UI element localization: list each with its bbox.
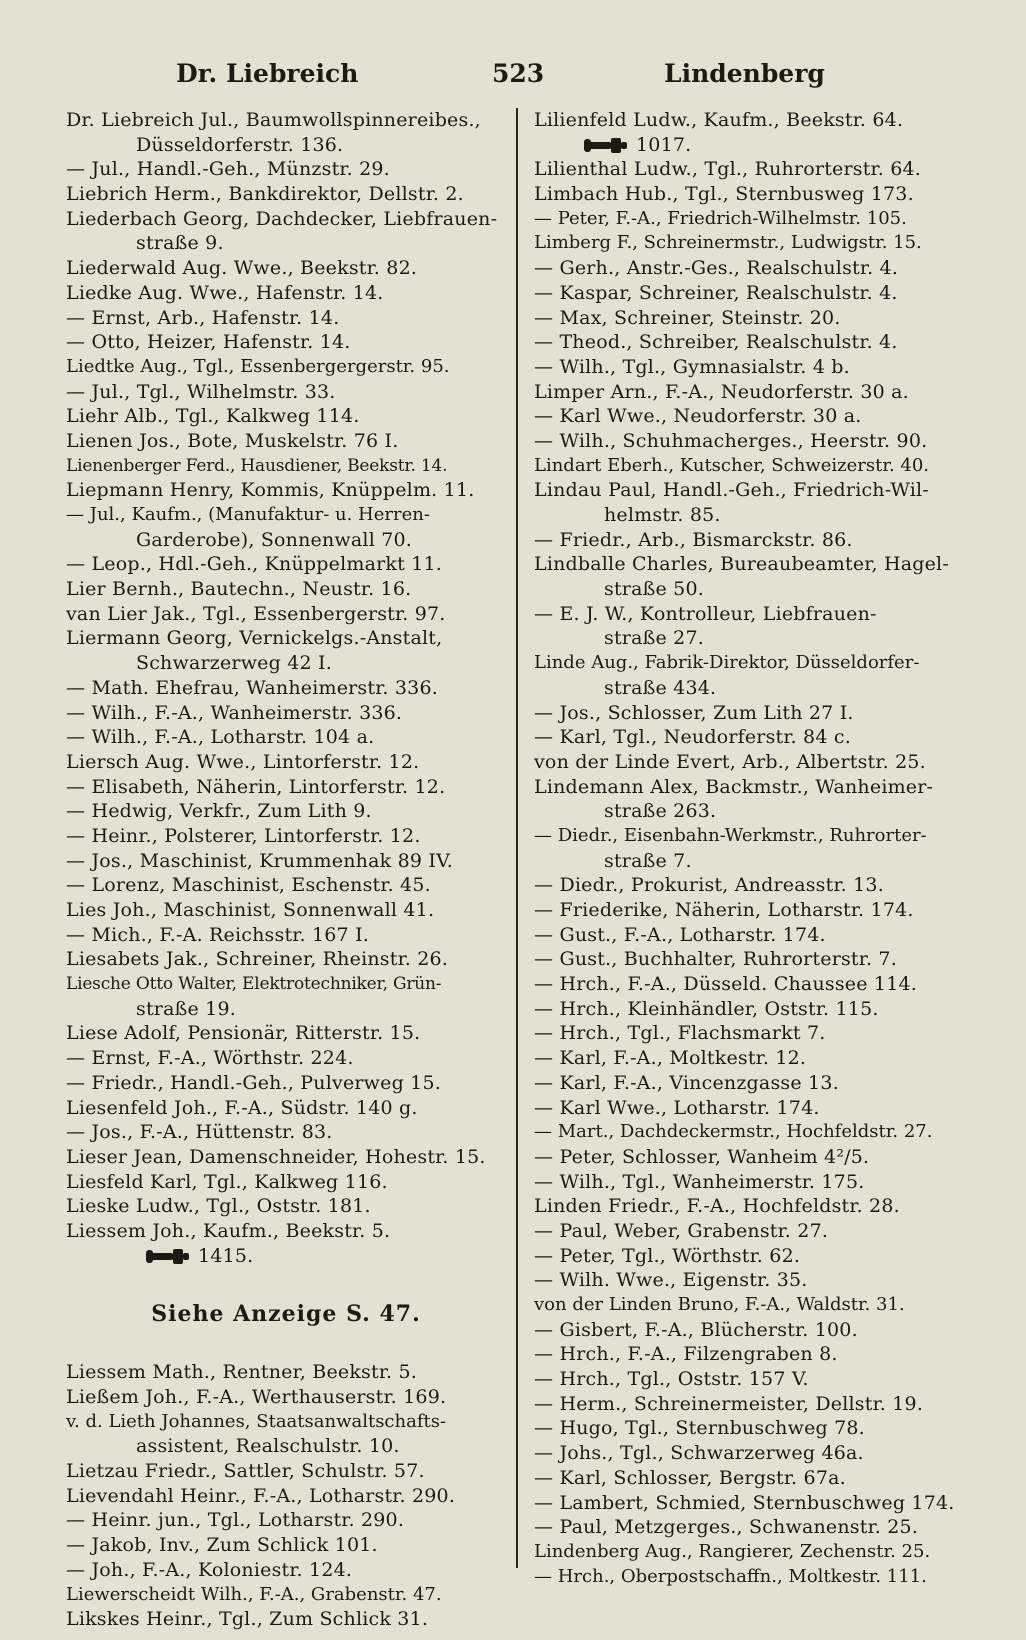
entry-line: — Peter, F.-A., Friedrich-Wilhelmstr. 105. <box>534 207 907 229</box>
entry-line: Liepmann Henry, Kommis, Knüppelm. 11. <box>66 479 475 502</box>
column-divider <box>516 108 518 1568</box>
entry-line: — Math. Ehefrau, Wanheimerstr. 336. <box>66 676 438 699</box>
entry-line: Liesche Otto Walter, Elektrotechniker, Grün- <box>66 974 442 995</box>
entry-line: — Wilh., Schuhmacherges., Heerstr. 90. <box>534 429 928 452</box>
entry-line: — Kaspar, Schreiner, Realschulstr. 4. <box>534 281 898 304</box>
entry-line: Limper Arn., F.-A., Neudorferstr. 30 a. <box>534 380 909 403</box>
entry-line: Lieske Ludw., Tgl., Oststr. 181. <box>66 1195 371 1218</box>
entry-line: — Gust., F.-A., Lotharstr. 174. <box>534 923 826 946</box>
entry-line: Lier Bernh., Bautechn., Neustr. 16. <box>66 578 412 601</box>
entry-line: — Hedwig, Verkfr., Zum Lith 9. <box>66 800 372 823</box>
entry-line: — Peter, Tgl., Wörthstr. 62. <box>534 1244 801 1267</box>
entry-line: — Gisbert, F.-A., Blücherstr. 100. <box>534 1318 858 1341</box>
entry-line: Lindemann Alex, Backmstr., Wanheimer- <box>534 775 934 798</box>
entry-line: helmstr. 85. <box>604 504 721 526</box>
entry-line: — Jos., F.-A., Hüttenstr. 83. <box>66 1121 333 1144</box>
entry-line: straße 50. <box>604 578 704 601</box>
entry-line: von der Linde Evert, Arb., Albertstr. 25. <box>534 750 926 773</box>
entry-line: — Karl, F.-A., Moltkestr. 12. <box>534 1047 807 1070</box>
entry-line: Liesabets Jak., Schreiner, Rheinstr. 26. <box>66 948 449 971</box>
entry-line: Lindart Eberh., Kutscher, Schweizerstr. 40. <box>534 454 930 476</box>
entry-line: — Karl Wwe., Lotharstr. 174. <box>534 1096 820 1119</box>
entry-line: assistent, Realschulstr. 10. <box>136 1435 400 1458</box>
entry-line: — Mich., F.-A. Reichsstr. 167 I. <box>66 923 370 946</box>
entry-line: Liebrich Herm., Bankdirektor, Dellstr. 2. <box>66 183 464 206</box>
telephone-icon <box>146 1247 190 1265</box>
entry-line: — Heinr., Polsterer, Lintorferstr. 12. <box>66 824 421 847</box>
entry-line: straße 263. <box>604 800 717 823</box>
entry-line: — Hugo, Tgl., Sternbuschweg 78. <box>534 1417 865 1440</box>
entry-line: — Hrch., Oberpostschaffn., Moltkestr. 111. <box>534 1565 927 1587</box>
entry-line: — Otto, Heizer, Hafenstr. 14. <box>66 331 351 354</box>
advertisement-notice: Siehe Anzeige S. 47. <box>151 1301 421 1328</box>
entry-line: straße 434. <box>604 676 717 699</box>
entry-line: Liederbach Georg, Dachdecker, Liebfrauen- <box>66 207 498 230</box>
left-column <box>66 108 506 1632</box>
entry-line: — Diedr., Eisenbahn-Werkmstr., Ruhrorter- <box>534 824 927 846</box>
entry-line: straße 27. <box>604 627 704 650</box>
phone-number: 1017. <box>636 133 692 156</box>
entry-line: Liederwald Aug. Wwe., Beekstr. 82. <box>66 257 418 280</box>
entry-line: Liessem Math., Rentner, Beekstr. 5. <box>66 1361 418 1384</box>
entry-line: — Jul., Handl.-Geh., Münzstr. 29. <box>66 158 390 181</box>
entry-line: v. d. Lieth Johannes, Staatsanwaltschafts- <box>66 1410 447 1432</box>
phone-number: 1415. <box>198 1244 254 1267</box>
entry-line: Liermann Georg, Vernickelgs.-Anstalt, <box>66 627 443 650</box>
entry-line: — Diedr., Prokurist, Andreasstr. 13. <box>534 874 884 897</box>
entry-line: Dr. Liebreich Jul., Baumwollspinnereibes., <box>66 109 481 131</box>
entry-line: Liesfeld Karl, Tgl., Kalkweg 116. <box>66 1170 388 1193</box>
entry-line: Liedtke Aug., Tgl., Essenbergergerstr. 95. <box>66 355 450 377</box>
entry-line: Lievendahl Heinr., F.-A., Lotharstr. 290. <box>66 1484 456 1507</box>
entry-line: — Jos., Schlosser, Zum Lith 27 I. <box>534 701 854 724</box>
entry-line: — Ernst, Arb., Hafenstr. 14. <box>66 306 340 329</box>
phone-line <box>534 133 970 158</box>
entry-line: — Jakob, Inv., Zum Schlick 101. <box>66 1534 378 1557</box>
entry-line: — Leop., Hdl.-Geh., Knüppelmarkt 11. <box>66 553 443 576</box>
entry-line: — Karl, Tgl., Neudorferstr. 84 c. <box>534 726 851 749</box>
entry-line: — Wilh. Wwe., Eigenstr. 35. <box>534 1269 808 1292</box>
entry-line: — Mart., Dachdeckermstr., Hochfeldstr. 27. <box>534 1121 933 1143</box>
running-head-right: Lindenberg <box>664 59 825 88</box>
entry-line: Liersch Aug. Wwe., Lintorferstr. 12. <box>66 750 420 773</box>
entry-line: — Hrch., Kleinhändler, Oststr. 115. <box>534 997 879 1020</box>
entry-line: — Theod., Schreiber, Realschulstr. 4. <box>534 331 898 354</box>
right-column <box>534 108 970 1589</box>
entry-line: — Joh., F.-A., Koloniestr. 124. <box>66 1558 353 1581</box>
entry-line: von der Linden Bruno, F.-A., Waldstr. 31. <box>534 1294 905 1315</box>
entry-line: — Paul, Metzgerges., Schwanenstr. 25. <box>534 1516 919 1539</box>
entry-line: — Hrch., Tgl., Oststr. 157 V. <box>534 1368 809 1391</box>
entry-line: — Jul., Tgl., Wilhelmstr. 33. <box>66 380 336 403</box>
entry-line: Limbach Hub., Tgl., Sternbusweg 173. <box>534 183 914 206</box>
entry-line: Lilienfeld Ludw., Kaufm., Beekstr. 64. <box>534 109 904 131</box>
entry-line: — Hrch., F.-A., Düsseld. Chaussee 114. <box>534 973 918 996</box>
entry-line: — Elisabeth, Näherin, Lintorferstr. 12. <box>66 775 446 798</box>
entry-line: Linde Aug., Fabrik-Direktor, Düsseldorfer- <box>534 652 920 674</box>
entry-line: — Karl, Schlosser, Bergstr. 67a. <box>534 1466 846 1489</box>
entry-line: Lienen Jos., Bote, Muskelstr. 76 I. <box>66 429 399 452</box>
entry-line: — Friedr., Arb., Bismarckstr. 86. <box>534 528 853 551</box>
entry-line: Lilienthal Ludw., Tgl., Ruhrorterstr. 64. <box>534 158 922 181</box>
entry-line: Lieser Jean, Damenschneider, Hohestr. 15. <box>66 1145 486 1168</box>
entry-line: — Heinr. jun., Tgl., Lotharstr. 290. <box>66 1509 405 1532</box>
entry-line: — Hrch., Tgl., Flachsmarkt 7. <box>534 1022 826 1045</box>
entry-line: Düsseldorferstr. 136. <box>136 133 344 156</box>
entry-line: straße 7. <box>604 849 692 872</box>
entry-line: — Hrch., F.-A., Filzengraben 8. <box>534 1343 838 1366</box>
entry-line: Liehr Alb., Tgl., Kalkweg 114. <box>66 405 360 428</box>
entry-line: — Wilh., Tgl., Wanheimerstr. 175. <box>534 1170 865 1193</box>
entry-line: Liessem Joh., Kaufm., Beekstr. 5. <box>66 1219 391 1242</box>
entry-line: — Karl, F.-A., Vincenzgasse 13. <box>534 1071 839 1094</box>
entry-line: Lietzau Friedr., Sattler, Schulstr. 57. <box>66 1460 425 1483</box>
entry-line: — Ernst, F.-A., Wörthstr. 224. <box>66 1047 354 1070</box>
entry-line: Lienenberger Ferd., Hausdiener, Beekstr. 14. <box>66 455 448 476</box>
entry-line: Schwarzerweg 42 I. <box>136 652 332 675</box>
entry-line: — Lorenz, Maschinist, Eschenstr. 45. <box>66 874 431 897</box>
entry-line: — Herm., Schreinermeister, Dellstr. 19. <box>534 1392 924 1415</box>
entry-line: straße 9. <box>136 232 224 255</box>
page-number: 523 <box>492 59 545 88</box>
entry-line: Limberg F., Schreinermstr., Ludwigstr. 15. <box>534 232 922 254</box>
entry-line: Ließem Joh., F.-A., Werthauserstr. 169. <box>66 1386 447 1408</box>
entry-line: — Jul., Kaufm., (Manufaktur- u. Herren- <box>66 504 430 525</box>
entry-line: Liewerscheidt Wilh., F.-A., Grabenstr. 47. <box>66 1583 442 1605</box>
entry-line: — Gust., Buchhalter, Ruhrorterstr. 7. <box>534 948 897 971</box>
entry-line: — Jos., Maschinist, Krummenhak 89 IV. <box>66 849 453 872</box>
entry-line: — Friedr., Handl.-Geh., Pulverweg 15. <box>66 1071 441 1094</box>
running-head-left: Dr. Liebreich <box>176 59 359 88</box>
entry-line: — Wilh., Tgl., Gymnasialstr. 4 b. <box>534 355 850 378</box>
entry-line: Lindau Paul, Handl.-Geh., Friedrich-Wil- <box>534 479 929 502</box>
entry-line: Lindballe Charles, Bureaubeamter, Hagel- <box>534 553 949 576</box>
entry-line: Garderobe), Sonnenwall 70. <box>136 528 413 551</box>
entry-line: Lies Joh., Maschinist, Sonnenwall 41. <box>66 899 435 921</box>
entry-line: straße 19. <box>136 997 236 1020</box>
entry-line: — E. J. W., Kontrolleur, Liebfrauen- <box>534 602 877 625</box>
entry-line: — Peter, Schlosser, Wanheim 4²/5. <box>534 1145 870 1168</box>
entry-line: Liedke Aug. Wwe., Hafenstr. 14. <box>66 281 384 304</box>
entry-line: — Wilh., F.-A., Lotharstr. 104 a. <box>66 726 375 749</box>
entry-line: — Paul, Weber, Grabenstr. 27. <box>534 1219 829 1242</box>
entry-line: — Lambert, Schmied, Sternbuschweg 174. <box>534 1491 955 1514</box>
entry-line: Liese Adolf, Pensionär, Ritterstr. 15. <box>66 1022 421 1045</box>
entry-line: — Max, Schreiner, Steinstr. 20. <box>534 306 841 329</box>
entry-line: van Lier Jak., Tgl., Essenbergerstr. 97. <box>66 602 446 625</box>
entry-line: Lindenberg Aug., Rangierer, Zechenstr. 25. <box>534 1540 931 1562</box>
entry-line: — Johs., Tgl., Schwarzerweg 46a. <box>534 1442 864 1465</box>
telephone-icon <box>584 136 628 154</box>
entry-line: — Karl Wwe., Neudorferstr. 30 a. <box>534 405 862 428</box>
entry-line: — Gerh., Anstr.-Ges., Realschulstr. 4. <box>534 257 899 280</box>
entry-line: Linden Friedr., F.-A., Hochfeldstr. 28. <box>534 1195 900 1218</box>
entry-line: — Wilh., F.-A., Wanheimerstr. 336. <box>66 701 403 724</box>
entry-line: Likskes Heinr., Tgl., Zum Schlick 31. <box>66 1608 429 1631</box>
entry-line: Liesenfeld Joh., F.-A., Südstr. 140 g. <box>66 1096 418 1119</box>
phone-line <box>66 1244 506 1269</box>
entry-line: — Friederike, Näherin, Lotharstr. 174. <box>534 899 914 921</box>
